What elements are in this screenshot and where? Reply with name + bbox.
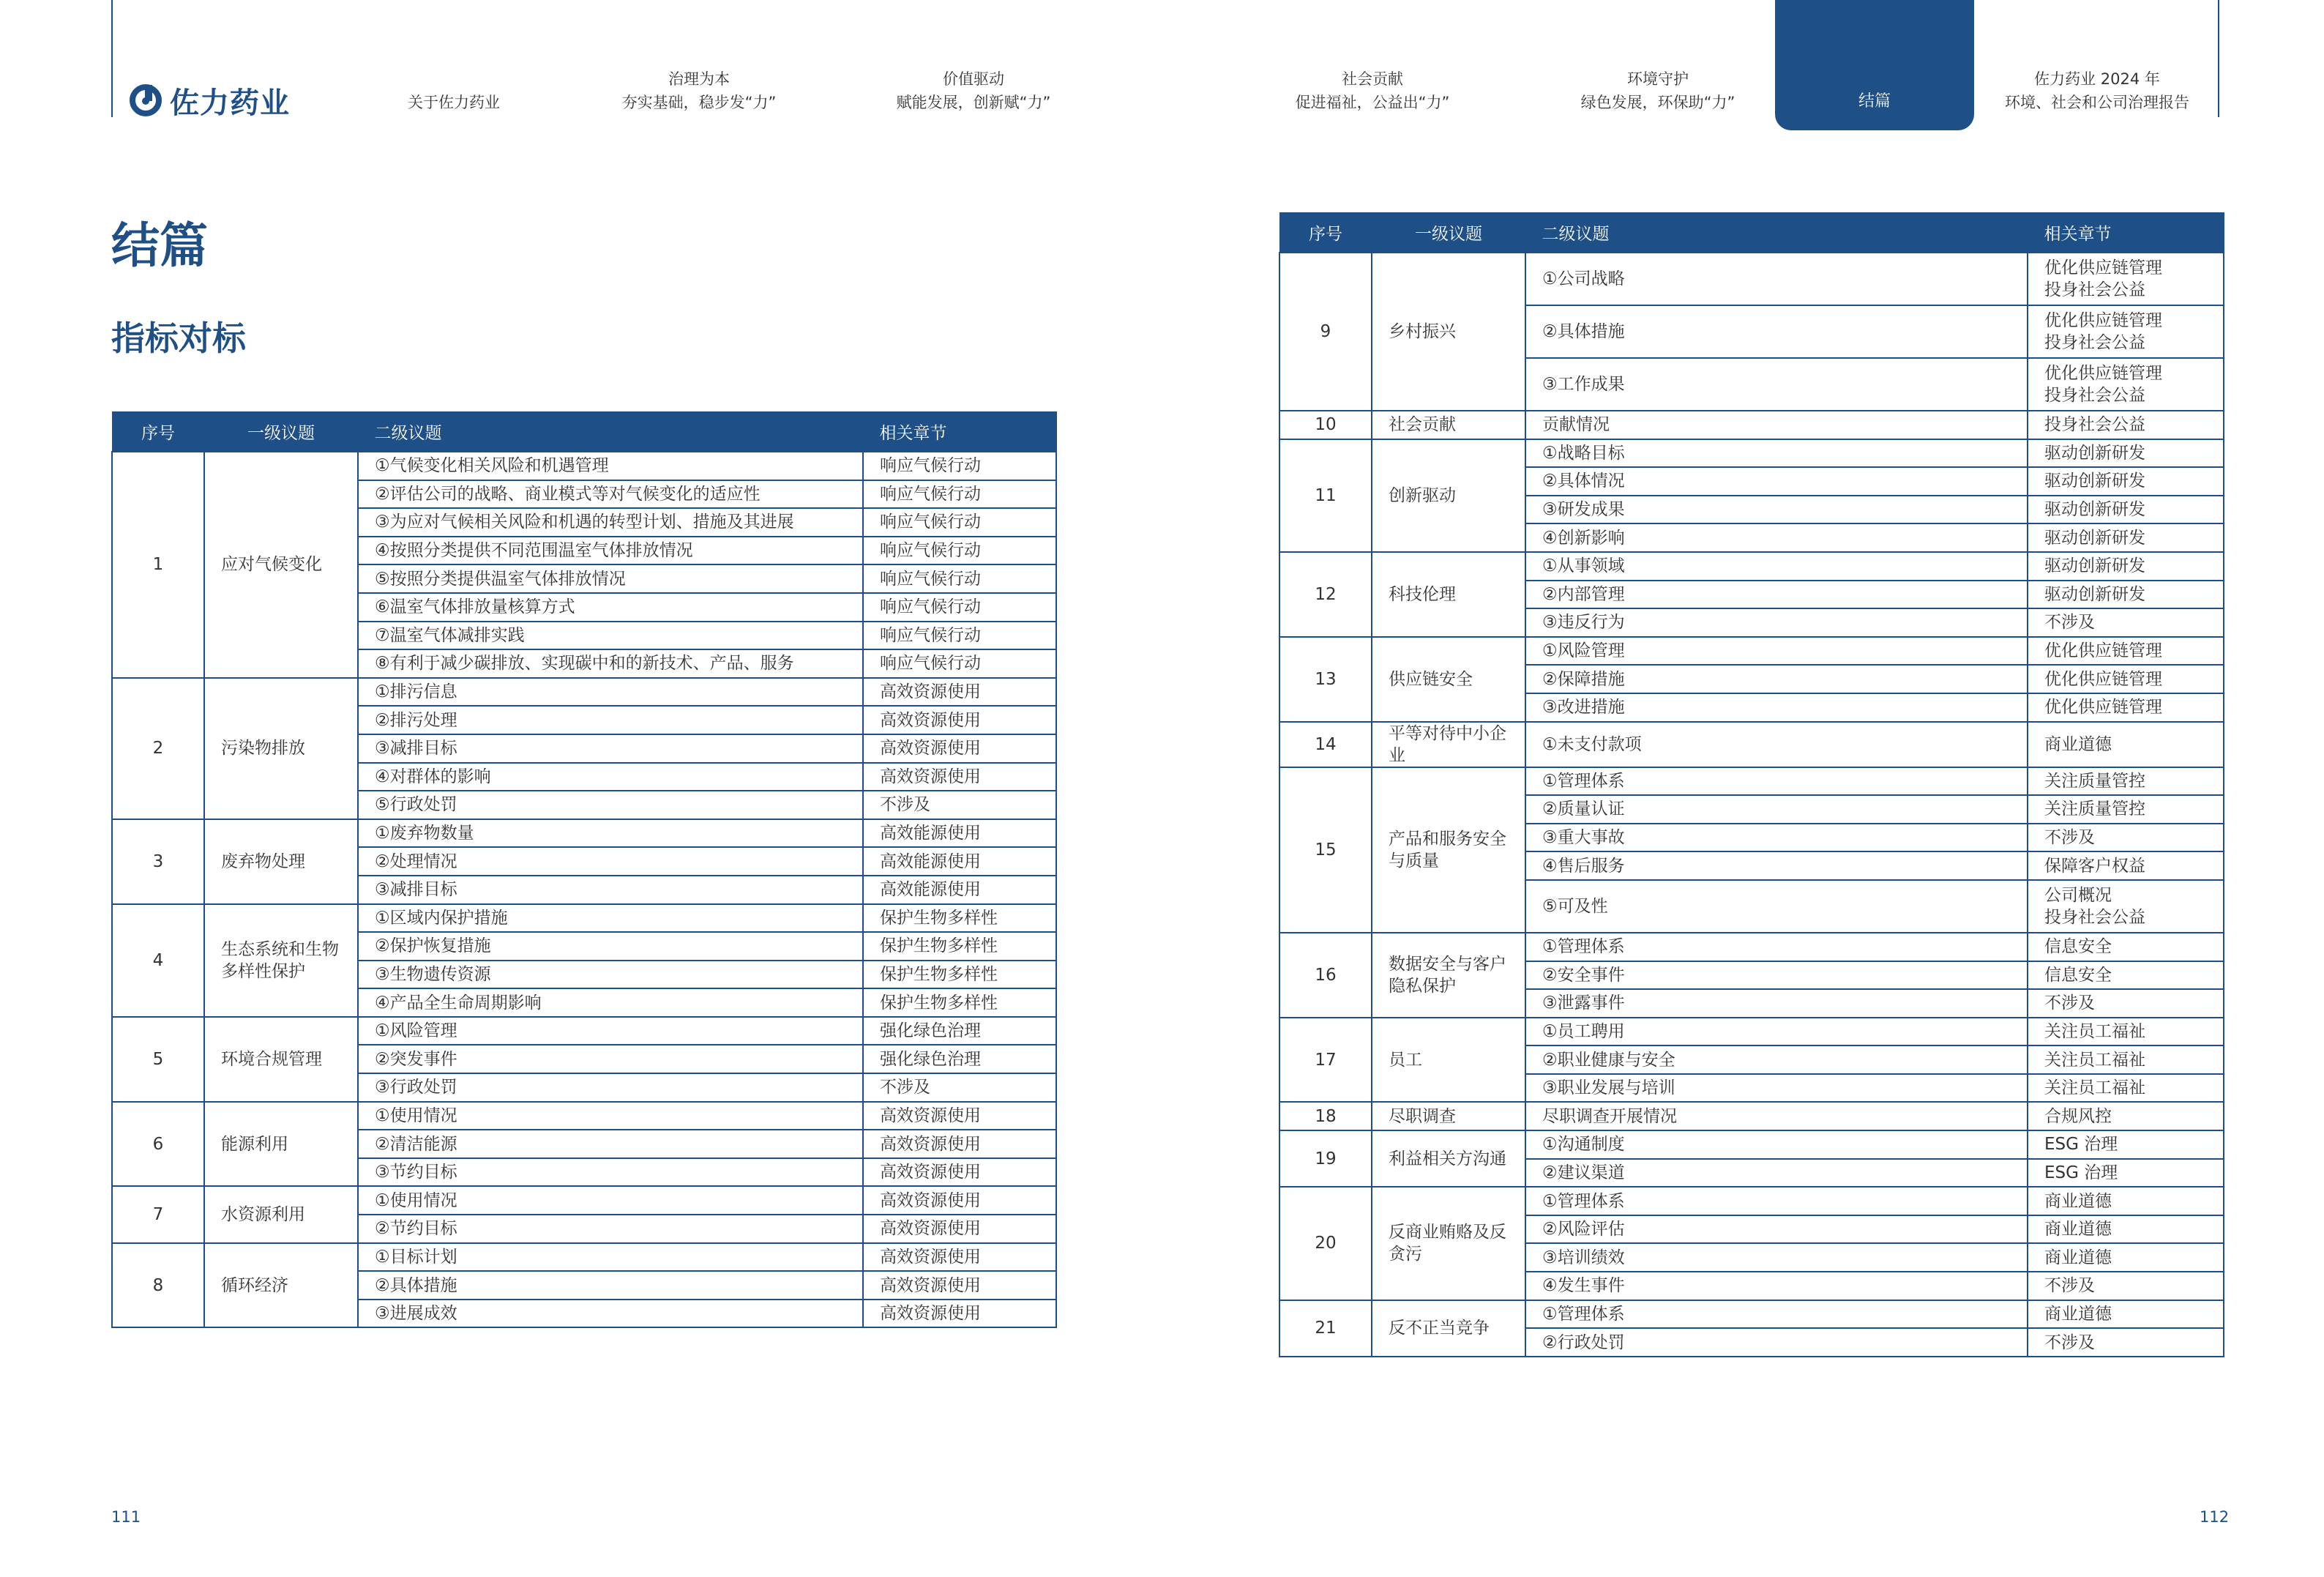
page-subtitle: 指标对标 [111, 318, 246, 358]
table-row [1279, 722, 2224, 767]
header-no: 序号 [112, 411, 204, 452]
cell-secondary-topic: ①战略目标 [1525, 439, 2028, 468]
right-edge-line [2218, 0, 2219, 117]
header-chapter: 相关章节 [863, 411, 1056, 452]
page-number-left: 111 [111, 1508, 141, 1526]
table-row [112, 452, 1056, 480]
cell-chapter: 合规风控 [2028, 1102, 2224, 1130]
cell-secondary-topic: ⑤按照分类提供温室气体排放情况 [358, 564, 863, 593]
cell-secondary-topic: ②具体措施 [1525, 305, 2028, 358]
cell-chapter: 优化供应链管理 投身社会公益 [2028, 253, 2224, 305]
cell-primary-topic: 废弃物处理 [204, 819, 358, 904]
nav-item-about[interactable] [381, 0, 527, 132]
cell-no: 5 [112, 1017, 204, 1102]
cell-secondary-topic: ④创新影响 [1525, 523, 2028, 552]
cell-secondary-topic: ②保障措施 [1525, 665, 2028, 693]
cell-primary-topic: 污染物排放 [204, 678, 358, 819]
cell-no: 21 [1279, 1300, 1372, 1357]
nav-item-line2: 环境、社会和公司治理报告 [2005, 94, 2189, 111]
cell-secondary-topic: ②质量认证 [1525, 795, 2028, 824]
cell-secondary-topic: ④售后服务 [1525, 851, 2028, 880]
cell-primary-topic: 环境合规管理 [204, 1017, 358, 1102]
cell-chapter: 高效资源使用 [863, 678, 1056, 707]
cell-primary-topic: 科技伦理 [1372, 552, 1525, 637]
cell-secondary-topic: ②行政处罚 [1525, 1328, 2028, 1357]
cell-secondary-topic: ①员工聘用 [1525, 1018, 2028, 1046]
indicator-table-right [1279, 212, 2224, 1357]
cell-secondary-topic: ③减排目标 [358, 734, 863, 763]
cell-secondary-topic: ①风险管理 [358, 1017, 863, 1045]
cell-secondary-topic: ⑧有利于减少碳排放、实现碳中和的新技术、产品、服务 [358, 649, 863, 678]
cell-chapter: 信息安全 [2028, 961, 2224, 990]
cell-secondary-topic: ②评估公司的战略、商业模式等对气候变化的适应性 [358, 480, 863, 509]
cell-chapter: 保护生物多样性 [863, 932, 1056, 961]
cell-no: 14 [1279, 722, 1372, 767]
cell-chapter: 响应气候行动 [863, 649, 1056, 678]
cell-secondary-topic: ⑥温室气体排放量核算方式 [358, 593, 863, 622]
nav-item-line1: 治理为本 [668, 70, 730, 88]
indicator-table-left [111, 411, 1057, 1328]
cell-secondary-topic: ③生物遗传资源 [358, 961, 863, 989]
cell-secondary-topic: ②排污处理 [358, 706, 863, 734]
cell-chapter: 公司概况 投身社会公益 [2028, 880, 2224, 933]
cell-secondary-topic: ③节约目标 [358, 1158, 863, 1187]
cell-chapter: 信息安全 [2028, 933, 2224, 961]
cell-chapter: 投身社会公益 [2028, 411, 2224, 439]
table-row [1279, 1018, 2224, 1046]
cell-primary-topic: 创新驱动 [1372, 439, 1525, 552]
cell-chapter: 不涉及 [863, 1073, 1056, 1102]
cell-secondary-topic: ③泄露事件 [1525, 989, 2028, 1018]
cell-secondary-topic: ①气候变化相关风险和机遇管理 [358, 452, 863, 480]
cell-chapter: 驱动创新研发 [2028, 523, 2224, 552]
cell-no: 7 [112, 1186, 204, 1242]
cell-chapter: 关注质量管控 [2028, 795, 2224, 824]
cell-secondary-topic: ①风险管理 [1525, 637, 2028, 666]
company-logo[interactable] [129, 79, 290, 122]
cell-no: 2 [112, 678, 204, 819]
nav-item-line1: 价值驱动 [943, 70, 1004, 88]
cell-chapter: 商业道德 [2028, 1215, 2224, 1244]
cell-no: 8 [112, 1243, 204, 1328]
cell-chapter: 优化供应链管理 [2028, 637, 2224, 666]
cell-chapter: 响应气候行动 [863, 452, 1056, 480]
nav-item-line2: 促进福祉，公益出“力” [1295, 94, 1450, 111]
nav-item-line2: 关于佐力药业 [408, 94, 500, 111]
cell-secondary-topic: ①管理体系 [1525, 1300, 2028, 1329]
cell-secondary-topic: ⑤可及性 [1525, 880, 2028, 933]
cell-secondary-topic: ④按照分类提供不同范围温室气体排放情况 [358, 537, 863, 565]
cell-primary-topic: 乡村振兴 [1372, 253, 1525, 411]
cell-chapter: 高效资源使用 [863, 706, 1056, 734]
cell-secondary-topic: ③重大事故 [1525, 824, 2028, 852]
cell-primary-topic: 员工 [1372, 1018, 1525, 1103]
table-row [1279, 767, 2224, 796]
nav-item-conclusion-active[interactable] [1775, 0, 1974, 130]
nav-item-value[interactable] [864, 0, 1083, 132]
cell-no: 1 [112, 452, 204, 678]
cell-no: 20 [1279, 1187, 1372, 1300]
cell-primary-topic: 反不正当竞争 [1372, 1300, 1525, 1357]
cell-chapter: 商业道德 [2028, 722, 2224, 767]
logo-text: 佐力药业 [170, 86, 290, 120]
nav-item-line1: 社会贡献 [1342, 70, 1403, 88]
cell-secondary-topic: ④产品全生命周期影响 [358, 988, 863, 1017]
cell-chapter: 高效能源使用 [863, 876, 1056, 904]
cell-chapter: 商业道德 [2028, 1243, 2224, 1272]
table-row [112, 1017, 1056, 1045]
nav-item-line1: 佐力药业 2024 年 [2034, 70, 2160, 88]
nav-item-line2: 结篇 [1858, 92, 1891, 111]
cell-primary-topic: 数据安全与客户隐私保护 [1372, 933, 1525, 1018]
cell-no: 10 [1279, 411, 1372, 439]
cell-chapter: 不涉及 [2028, 608, 2224, 637]
cell-chapter: 响应气候行动 [863, 564, 1056, 593]
cell-secondary-topic: ①使用情况 [358, 1186, 863, 1215]
cell-chapter: ESG 治理 [2028, 1130, 2224, 1159]
nav-item-line2: 赋能发展，创新赋“力” [896, 94, 1051, 111]
logo-mark-icon [129, 83, 162, 117]
cell-secondary-topic: ①目标计划 [358, 1243, 863, 1272]
table-row [1279, 1300, 2224, 1329]
cell-secondary-topic: ②突发事件 [358, 1045, 863, 1073]
cell-secondary-topic: ②风险评估 [1525, 1215, 2028, 1244]
table-row [1279, 411, 2224, 439]
cell-secondary-topic: ③研发成果 [1525, 496, 2028, 524]
header-no: 序号 [1279, 212, 1372, 253]
cell-chapter: 高效资源使用 [863, 1186, 1056, 1215]
cell-secondary-topic: ⑤行政处罚 [358, 791, 863, 819]
table-row [1279, 552, 2224, 581]
cell-chapter: 不涉及 [863, 791, 1056, 819]
cell-secondary-topic: ①未支付款项 [1525, 722, 2028, 767]
cell-secondary-topic: ②具体措施 [358, 1271, 863, 1300]
cell-chapter: 驱动创新研发 [2028, 467, 2224, 496]
cell-chapter: 响应气候行动 [863, 622, 1056, 650]
cell-primary-topic: 供应链安全 [1372, 637, 1525, 722]
cell-secondary-topic: ①公司战略 [1525, 253, 2028, 305]
cell-secondary-topic: ④对群体的影响 [358, 763, 863, 791]
nav-item-line2: 绿色发展，环保助“力” [1580, 94, 1735, 111]
cell-no: 9 [1279, 253, 1372, 411]
nav-item-environment[interactable] [1548, 0, 1768, 132]
cell-no: 12 [1279, 552, 1372, 637]
cell-chapter: 优化供应链管理 投身社会公益 [2028, 358, 2224, 411]
cell-secondary-topic: ①从事领域 [1525, 552, 2028, 581]
cell-secondary-topic: 尽职调查开展情况 [1525, 1102, 2028, 1130]
cell-chapter: 高效能源使用 [863, 847, 1056, 876]
cell-secondary-topic: ②建议渠道 [1525, 1159, 2028, 1188]
nav-item-social[interactable] [1263, 0, 1482, 132]
cell-chapter: 高效能源使用 [863, 819, 1056, 848]
cell-chapter: 保护生物多样性 [863, 961, 1056, 989]
cell-chapter: 商业道德 [2028, 1300, 2224, 1329]
cell-secondary-topic: ③工作成果 [1525, 358, 2028, 411]
cell-chapter: 保护生物多样性 [863, 904, 1056, 933]
table-row [1279, 637, 2224, 666]
cell-chapter: 强化绿色治理 [863, 1045, 1056, 1073]
table-row [112, 819, 1056, 848]
nav-item-report-title[interactable] [1987, 0, 2207, 132]
table-row [112, 678, 1056, 707]
table-row [1279, 253, 2224, 305]
cell-primary-topic: 平等对待中小企业 [1372, 722, 1525, 767]
cell-secondary-topic: ②职业健康与安全 [1525, 1045, 2028, 1074]
table-row [112, 1243, 1056, 1272]
cell-secondary-topic: ③职业发展与培训 [1525, 1074, 2028, 1103]
cell-secondary-topic: ①管理体系 [1525, 767, 2028, 796]
cell-chapter: 关注质量管控 [2028, 767, 2224, 796]
cell-secondary-topic: ③行政处罚 [358, 1073, 863, 1102]
cell-secondary-topic: ①管理体系 [1525, 1187, 2028, 1215]
cell-chapter: 商业道德 [2028, 1187, 2224, 1215]
cell-chapter: 高效资源使用 [863, 1215, 1056, 1243]
cell-primary-topic: 应对气候变化 [204, 452, 358, 678]
cell-chapter: 优化供应链管理 [2028, 693, 2224, 722]
cell-secondary-topic: ④发生事件 [1525, 1272, 2028, 1300]
cell-no: 6 [112, 1102, 204, 1187]
cell-secondary-topic: ②节约目标 [358, 1215, 863, 1243]
header-chapter: 相关章节 [2028, 212, 2224, 253]
cell-secondary-topic: ①沟通制度 [1525, 1130, 2028, 1159]
cell-chapter: 关注员工福祉 [2028, 1074, 2224, 1103]
cell-primary-topic: 利益相关方沟通 [1372, 1130, 1525, 1187]
table-header-row [112, 411, 1056, 452]
cell-primary-topic: 反商业贿赂及反贪污 [1372, 1187, 1525, 1300]
cell-primary-topic: 产品和服务安全与质量 [1372, 767, 1525, 933]
cell-chapter: 不涉及 [2028, 824, 2224, 852]
page-number-right: 112 [2200, 1508, 2230, 1526]
cell-secondary-topic: ①管理体系 [1525, 933, 2028, 961]
table-row [112, 1102, 1056, 1130]
cell-chapter: 不涉及 [2028, 1328, 2224, 1357]
table-row [1279, 1187, 2224, 1215]
cell-no: 11 [1279, 439, 1372, 552]
cell-chapter: 不涉及 [2028, 989, 2224, 1018]
header-primary-topic: 一级议题 [204, 411, 358, 452]
cell-secondary-topic: ②内部管理 [1525, 581, 2028, 609]
table-row [1279, 933, 2224, 961]
cell-secondary-topic: ①区域内保护措施 [358, 904, 863, 933]
page-title: 结篇 [111, 217, 208, 274]
cell-chapter: 优化供应链管理 投身社会公益 [2028, 305, 2224, 358]
cell-secondary-topic: ③培训绩效 [1525, 1243, 2028, 1272]
cell-primary-topic: 社会贡献 [1372, 411, 1525, 439]
cell-secondary-topic: ③改进措施 [1525, 693, 2028, 722]
cell-secondary-topic: ③违反行为 [1525, 608, 2028, 637]
cell-secondary-topic: ③为应对气候相关风险和机遇的转型计划、措施及其进展 [358, 508, 863, 537]
cell-chapter: 高效资源使用 [863, 763, 1056, 791]
cell-chapter: 关注员工福祉 [2028, 1045, 2224, 1074]
table-row [1279, 1102, 2224, 1130]
cell-no: 16 [1279, 933, 1372, 1018]
cell-no: 18 [1279, 1102, 1372, 1130]
cell-no: 15 [1279, 767, 1372, 933]
cell-chapter: 优化供应链管理 [2028, 665, 2224, 693]
cell-chapter: 强化绿色治理 [863, 1017, 1056, 1045]
cell-chapter: 驱动创新研发 [2028, 439, 2224, 468]
nav-item-line1: 环境守护 [1627, 70, 1689, 88]
header-secondary-topic: 二级议题 [1525, 212, 2028, 253]
header-primary-topic: 一级议题 [1372, 212, 1525, 253]
table-row [112, 904, 1056, 933]
cell-chapter: 保护生物多样性 [863, 988, 1056, 1017]
cell-secondary-topic: ②安全事件 [1525, 961, 2028, 990]
cell-secondary-topic: 贡献情况 [1525, 411, 2028, 439]
cell-primary-topic: 能源利用 [204, 1102, 358, 1187]
table-header-row [1279, 212, 2224, 253]
nav-item-line2: 夯实基础，稳步发“力” [621, 94, 777, 111]
cell-secondary-topic: ②保护恢复措施 [358, 932, 863, 961]
header-secondary-topic: 二级议题 [358, 411, 863, 452]
cell-chapter: 高效资源使用 [863, 1243, 1056, 1272]
cell-chapter: 驱动创新研发 [2028, 552, 2224, 581]
cell-chapter: 响应气候行动 [863, 480, 1056, 509]
cell-secondary-topic: ②处理情况 [358, 847, 863, 876]
cell-primary-topic: 生态系统和生物多样性保护 [204, 904, 358, 1017]
cell-chapter: 保障客户权益 [2028, 851, 2224, 880]
cell-chapter: 驱动创新研发 [2028, 496, 2224, 524]
cell-chapter: 响应气候行动 [863, 537, 1056, 565]
cell-primary-topic: 水资源利用 [204, 1186, 358, 1242]
cell-chapter: 响应气候行动 [863, 508, 1056, 537]
cell-secondary-topic: ①使用情况 [358, 1102, 863, 1130]
cell-secondary-topic: ①废弃物数量 [358, 819, 863, 848]
cell-chapter: 高效资源使用 [863, 1102, 1056, 1130]
cell-chapter: ESG 治理 [2028, 1159, 2224, 1188]
cell-no: 13 [1279, 637, 1372, 722]
nav-item-governance[interactable] [589, 0, 809, 132]
cell-no: 4 [112, 904, 204, 1017]
table-row [1279, 439, 2224, 468]
cell-no: 3 [112, 819, 204, 904]
table-row [1279, 1130, 2224, 1159]
cell-primary-topic: 尽职调查 [1372, 1102, 1525, 1130]
cell-chapter: 高效资源使用 [863, 1130, 1056, 1158]
cell-secondary-topic: ⑦温室气体减排实践 [358, 622, 863, 650]
cell-chapter: 关注员工福祉 [2028, 1018, 2224, 1046]
cell-chapter: 高效资源使用 [863, 1271, 1056, 1300]
left-edge-line [111, 0, 113, 117]
cell-no: 19 [1279, 1130, 1372, 1187]
cell-chapter: 响应气候行动 [863, 593, 1056, 622]
cell-chapter: 高效资源使用 [863, 734, 1056, 763]
cell-chapter: 不涉及 [2028, 1272, 2224, 1300]
cell-secondary-topic: ③进展成效 [358, 1300, 863, 1328]
cell-secondary-topic: ②具体情况 [1525, 467, 2028, 496]
cell-chapter: 驱动创新研发 [2028, 581, 2224, 609]
cell-no: 17 [1279, 1018, 1372, 1103]
cell-secondary-topic: ①排污信息 [358, 678, 863, 707]
cell-secondary-topic: ③减排目标 [358, 876, 863, 904]
cell-chapter: 高效资源使用 [863, 1300, 1056, 1328]
cell-chapter: 高效资源使用 [863, 1158, 1056, 1187]
cell-secondary-topic: ②清洁能源 [358, 1130, 863, 1158]
cell-primary-topic: 循环经济 [204, 1243, 358, 1328]
table-row [112, 1186, 1056, 1215]
